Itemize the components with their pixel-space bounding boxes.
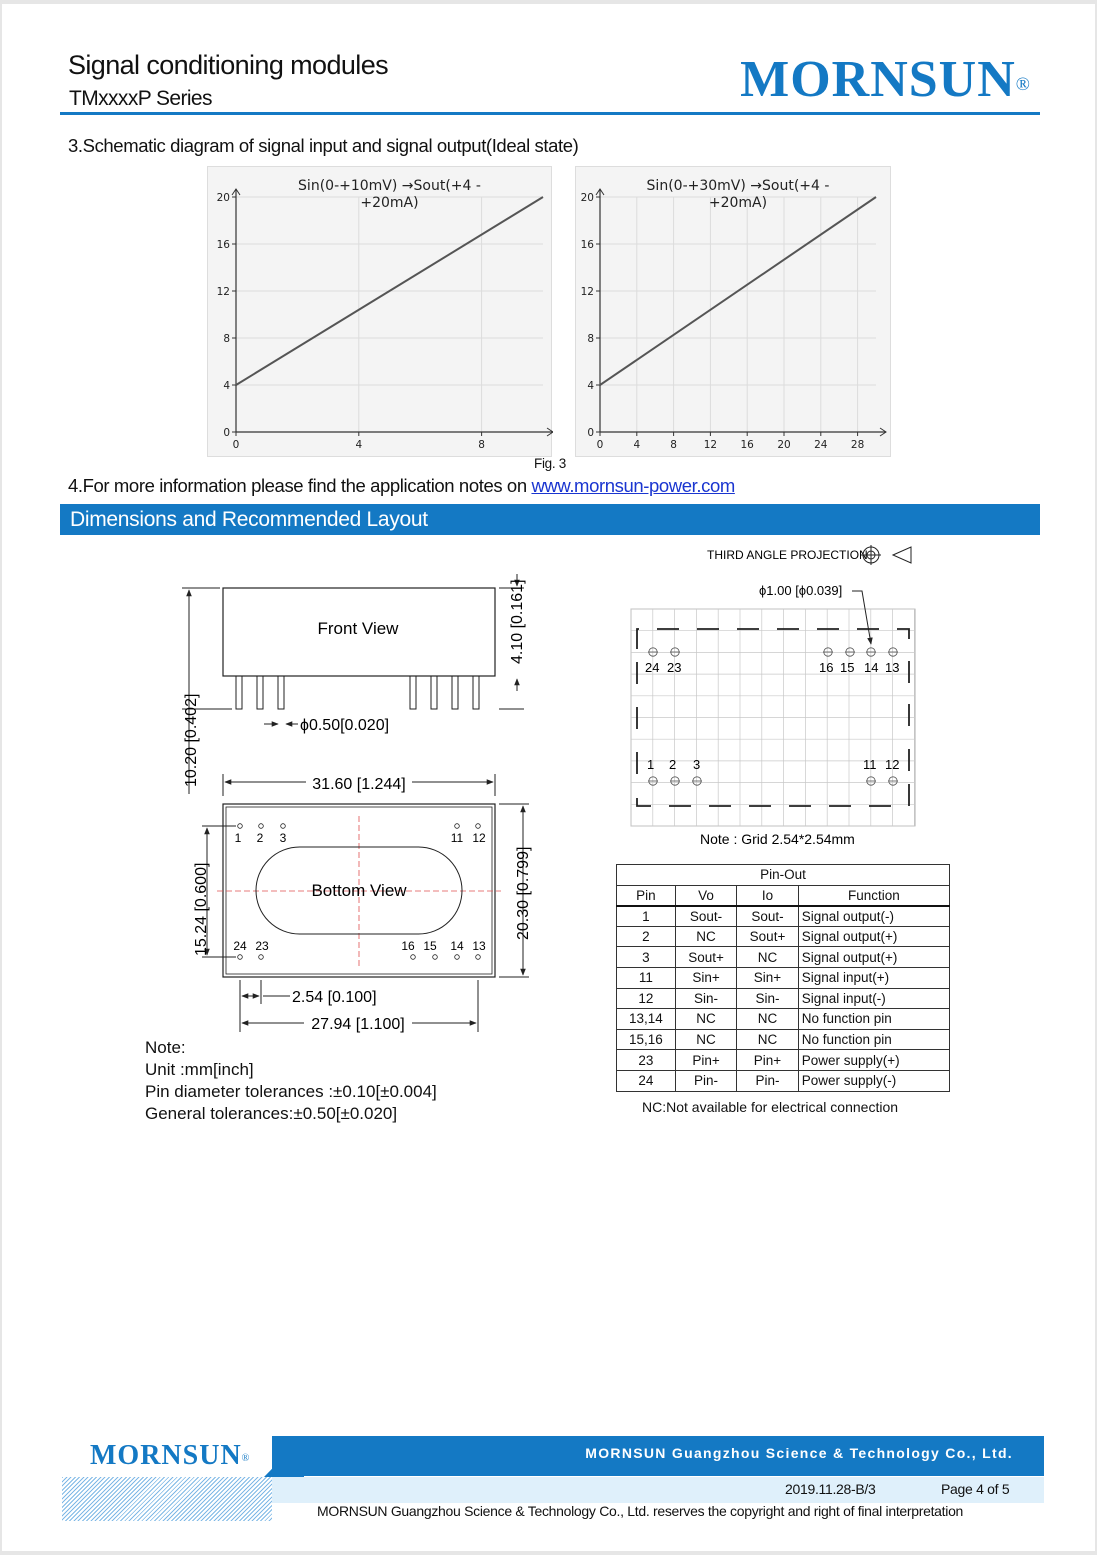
y-tick-label: 4 bbox=[587, 380, 594, 392]
x-tick-label: 0 bbox=[232, 439, 240, 451]
table-cell: 12 bbox=[617, 988, 676, 1009]
pin-number: 2 bbox=[669, 757, 677, 772]
table-cell: 3 bbox=[617, 947, 676, 968]
series-name: TMxxxxP Series bbox=[69, 87, 212, 110]
x-tick-label: 0 bbox=[596, 439, 604, 451]
x-tick-label: 8 bbox=[478, 439, 485, 451]
x-tick-label: 8 bbox=[670, 439, 677, 451]
table-cell: Sout+ bbox=[737, 926, 798, 947]
nc-footnote: NC:Not available for electrical connection bbox=[642, 1099, 899, 1115]
figure-caption: Fig. 3 bbox=[534, 456, 566, 471]
layout-hole-size: ϕ1.00 [ϕ0.039] bbox=[759, 583, 843, 598]
table-cell: Pin- bbox=[737, 1070, 798, 1091]
note-unit: Unit :mm[inch] bbox=[145, 1060, 254, 1079]
footer-company: MORNSUN Guangzhou Science & Technology Co., Ltd. bbox=[585, 1445, 1013, 1461]
table-row bbox=[617, 1029, 950, 1050]
table-row bbox=[617, 1009, 950, 1030]
pinout-rows bbox=[617, 906, 950, 1091]
table-cell: 15,16 bbox=[617, 1029, 676, 1050]
pinout-caption: Pin-Out bbox=[617, 865, 950, 886]
dim-body-height: 4.10 [0.161] bbox=[509, 579, 526, 664]
pin-number: 11 bbox=[863, 757, 877, 772]
dim-width: 20.30 [0.799] bbox=[515, 846, 532, 940]
table-cell: Sin- bbox=[675, 988, 736, 1009]
pin-number: 3 bbox=[693, 757, 701, 772]
chart-grid bbox=[596, 197, 876, 436]
grid-note: Note : Grid 2.54*2.54mm bbox=[700, 831, 855, 847]
bottom-view-label: Bottom View bbox=[311, 881, 407, 900]
table-cell: 24 bbox=[617, 1070, 676, 1091]
y-tick-label: 16 bbox=[216, 239, 230, 251]
dim-total-height: 10.20 [0.402] bbox=[183, 693, 200, 787]
chart-title: +20mA) bbox=[708, 195, 768, 211]
table-row bbox=[617, 1050, 950, 1071]
table-row bbox=[617, 947, 950, 968]
footer-logo bbox=[90, 1440, 250, 1472]
y-tick-label: 8 bbox=[587, 333, 594, 345]
dimensions-section-bar: Dimensions and Recommended Layout bbox=[60, 504, 1040, 535]
table-cell: NC bbox=[737, 1029, 798, 1050]
mornsun-logo bbox=[740, 52, 1031, 108]
y-tick-label: 20 bbox=[216, 192, 230, 204]
chart-30mv bbox=[576, 167, 892, 458]
table-cell: Signal output(-) bbox=[798, 906, 949, 927]
table-cell: Signal output(+) bbox=[798, 947, 949, 968]
pin-number: 11 bbox=[450, 831, 464, 845]
footer-logo-text: MORNSUN bbox=[90, 1440, 242, 1471]
table-cell: Sout- bbox=[737, 906, 798, 927]
table-cell: 2 bbox=[617, 926, 676, 947]
pin-number: 12 bbox=[885, 757, 900, 772]
dim-inner-width: 15.24 [0.600] bbox=[193, 862, 210, 956]
dim-pitch: 2.54 [0.100] bbox=[292, 989, 377, 1006]
chart-title: Sin(0-+10mV) →Sout(+4 - bbox=[298, 178, 481, 194]
col-header-io: Io bbox=[737, 885, 798, 906]
table-row bbox=[617, 926, 950, 947]
x-tick-label: 16 bbox=[740, 439, 754, 451]
y-tick-label: 12 bbox=[580, 286, 594, 298]
table-cell: Pin- bbox=[675, 1070, 736, 1091]
table-cell: NC bbox=[737, 1009, 798, 1030]
notes-block bbox=[145, 1037, 437, 1125]
table-cell: 11 bbox=[617, 967, 676, 988]
y-tick-label: 8 bbox=[223, 333, 230, 345]
pin-number: 14 bbox=[864, 660, 879, 675]
footer-hatch bbox=[62, 1477, 272, 1521]
note-general-tolerance: General tolerances:±0.50[±0.020] bbox=[145, 1104, 398, 1123]
dim-pin-diameter: ϕ0.50[0.020] bbox=[300, 717, 390, 734]
table-cell: 23 bbox=[617, 1050, 676, 1071]
pin-number: 13 bbox=[472, 939, 486, 953]
datasheet-page bbox=[2, 4, 1095, 1551]
front-view-pins bbox=[236, 676, 479, 709]
section-4-text bbox=[68, 475, 735, 497]
pin-number: 16 bbox=[401, 939, 415, 953]
x-tick-label: 20 bbox=[777, 439, 791, 451]
pin-number: 15 bbox=[423, 939, 437, 953]
pin-number: 2 bbox=[256, 831, 264, 845]
table-row bbox=[617, 967, 950, 988]
table-row bbox=[617, 988, 950, 1009]
table-cell: Sin+ bbox=[737, 967, 798, 988]
note-title: Note: bbox=[145, 1038, 186, 1057]
table-cell: Power supply(-) bbox=[798, 1070, 949, 1091]
footer-info-band bbox=[270, 1477, 1044, 1503]
y-tick-label: 12 bbox=[216, 286, 230, 298]
chart-title: +20mA) bbox=[360, 195, 419, 211]
table-cell: NC bbox=[675, 926, 736, 947]
table-cell: NC bbox=[737, 947, 798, 968]
table-cell: No function pin bbox=[798, 1009, 949, 1030]
chart-panel-30mv bbox=[575, 166, 891, 457]
x-tick-label: 4 bbox=[633, 439, 641, 451]
y-tick-label: 4 bbox=[223, 380, 230, 392]
table-cell: Sin- bbox=[737, 988, 798, 1009]
chart-grid bbox=[232, 197, 543, 436]
col-header-pin: Pin bbox=[617, 885, 676, 906]
x-tick-label: 24 bbox=[814, 439, 828, 451]
registered-mark: ® bbox=[241, 1452, 251, 1464]
pin-number: 24 bbox=[233, 939, 247, 953]
table-cell: Sout+ bbox=[675, 947, 736, 968]
projection-symbol-icon bbox=[861, 545, 911, 565]
footer-page-number: Page 4 of 5 bbox=[941, 1481, 1010, 1497]
pin-number: 23 bbox=[667, 660, 682, 675]
footer-copyright: MORNSUN Guangzhou Science & Technology Co., Ltd. reserves the copyright and right of final interpretation bbox=[317, 1503, 964, 1519]
section-4-label: 4.For more information please find the application notes on bbox=[68, 475, 532, 496]
projection-label: THIRD ANGLE PROJECTION bbox=[707, 548, 868, 562]
footer-date-code: 2019.11.28-B/3 bbox=[785, 1481, 876, 1497]
pin-number: 3 bbox=[279, 831, 287, 845]
table-cell: Signal output(+) bbox=[798, 926, 949, 947]
x-tick-label: 28 bbox=[850, 439, 865, 451]
note-pin-tolerance: Pin diameter tolerances :±0.10[±0.004] bbox=[145, 1082, 437, 1101]
table-cell: NC bbox=[675, 1029, 736, 1050]
table-cell: NC bbox=[675, 1009, 736, 1030]
y-tick-label: 0 bbox=[587, 427, 594, 439]
table-cell: Signal input(+) bbox=[798, 967, 949, 988]
header-rule bbox=[60, 112, 1040, 115]
table-cell: Power supply(+) bbox=[798, 1050, 949, 1071]
pin-number: 1 bbox=[234, 831, 242, 845]
chart-10mv bbox=[208, 167, 553, 458]
x-tick-label: 12 bbox=[703, 439, 718, 451]
table-cell: 13,14 bbox=[617, 1009, 676, 1030]
layout-grid bbox=[631, 609, 915, 826]
x-tick-label: 4 bbox=[355, 439, 363, 451]
pin-number: 24 bbox=[645, 660, 660, 675]
table-cell: Sin+ bbox=[675, 967, 736, 988]
y-tick-label: 0 bbox=[223, 427, 230, 439]
y-tick-label: 16 bbox=[580, 239, 594, 251]
col-header-vo: Vo bbox=[675, 885, 736, 906]
registered-mark: ® bbox=[1015, 73, 1031, 95]
pin-number: 14 bbox=[450, 939, 464, 953]
section-3-heading: 3.Schematic diagram of signal input and signal output(Ideal state) bbox=[68, 135, 579, 156]
chart-panel-10mv bbox=[207, 166, 552, 457]
table-row bbox=[617, 906, 950, 927]
pin-number: 12 bbox=[472, 831, 486, 845]
pin-number: 13 bbox=[885, 660, 900, 675]
application-notes-link[interactable]: www.mornsun-power.com bbox=[531, 475, 735, 496]
pin-number: 23 bbox=[255, 939, 269, 953]
table-cell: 1 bbox=[617, 906, 676, 927]
table-cell: Sout- bbox=[675, 906, 736, 927]
front-view-label: Front View bbox=[317, 619, 399, 638]
dim-span: 27.94 [1.100] bbox=[311, 1016, 405, 1033]
table-cell: Pin+ bbox=[737, 1050, 798, 1071]
table-cell: No function pin bbox=[798, 1029, 949, 1050]
dim-length: 31.60 [1.244] bbox=[312, 776, 406, 793]
table-cell: Signal input(-) bbox=[798, 988, 949, 1009]
col-header-function: Function bbox=[798, 885, 949, 906]
y-tick-label: 20 bbox=[580, 192, 594, 204]
logo-text: MORNSUN bbox=[740, 51, 1016, 108]
pin-number: 15 bbox=[840, 660, 855, 675]
pin-number: 1 bbox=[647, 757, 655, 772]
pin-number: 16 bbox=[819, 660, 834, 675]
page-title: Signal conditioning modules bbox=[68, 50, 389, 80]
table-cell: Pin+ bbox=[675, 1050, 736, 1071]
pinout-table bbox=[616, 864, 950, 1092]
table-row bbox=[617, 1070, 950, 1091]
chart-title: Sin(0-+30mV) →Sout(+4 - bbox=[646, 178, 830, 194]
